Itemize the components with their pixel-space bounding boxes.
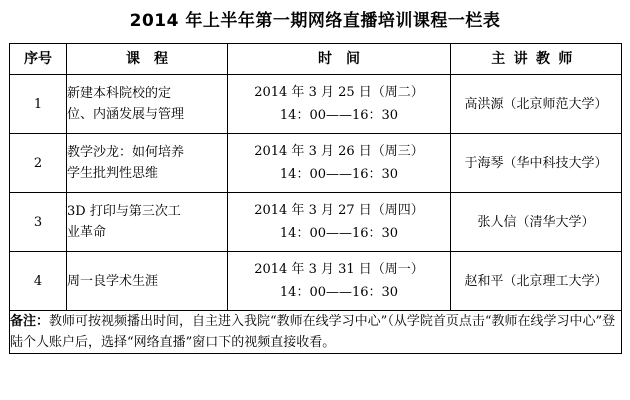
course-line: 学生批判性思维 bbox=[67, 166, 159, 181]
date-text: 2014 年 3 月 31 日（周一） bbox=[254, 262, 424, 277]
course-line: 3D 打印与第三次工 bbox=[67, 204, 181, 219]
course-line: 新建本科院校的定 bbox=[67, 86, 172, 101]
hours-text: 14：00——16：30 bbox=[279, 226, 399, 241]
table-header-row bbox=[10, 44, 622, 75]
row-number: 3 bbox=[10, 193, 67, 252]
course-cell bbox=[67, 75, 228, 134]
hours-text: 14：00——16：30 bbox=[279, 108, 399, 123]
note-colon: ： bbox=[36, 314, 50, 329]
course-line: 位、内涵发展与管理 bbox=[67, 107, 185, 122]
table-row bbox=[10, 193, 622, 252]
teacher-cell: 于海琴（华中科技大学） bbox=[451, 134, 622, 193]
page-title: 2014 年上半年第一期网络直播培训课程一栏表 bbox=[129, 11, 501, 31]
schedule-table bbox=[9, 43, 622, 354]
course-line: 周一良学术生涯 bbox=[67, 273, 159, 289]
header-course: 课 程 bbox=[67, 44, 228, 75]
course-cell bbox=[67, 252, 228, 311]
row-number: 4 bbox=[10, 252, 67, 311]
teacher-cell: 赵和平（北京理工大学） bbox=[451, 252, 622, 311]
table-row bbox=[10, 75, 622, 134]
note-row bbox=[10, 311, 622, 354]
header-time: 时 间 bbox=[228, 44, 451, 75]
date-text: 2014 年 3 月 27 日（周四） bbox=[254, 203, 424, 218]
row-number: 2 bbox=[10, 134, 67, 193]
teacher-cell: 张人信（清华大学） bbox=[451, 193, 622, 252]
date-text: 2014 年 3 月 26 日（周三） bbox=[254, 144, 424, 159]
note-cell bbox=[10, 311, 622, 354]
header-teacher: 主讲教师 bbox=[451, 44, 622, 75]
note-text: 教师可按视频播出时间，自主进入我院“教师在线学习中心”（从学院首页点击“教师在线学习中心”登陆个人账户后，选择“网络直播”窗口下的视频直接收看。 bbox=[10, 314, 616, 350]
date-text: 2014 年 3 月 25 日（周二） bbox=[254, 85, 424, 100]
hours-text: 14：00——16：30 bbox=[279, 167, 399, 182]
hours-text: 14：00——16：30 bbox=[279, 285, 399, 300]
table-row bbox=[10, 252, 622, 311]
time-cell bbox=[228, 252, 451, 311]
header-number: 序号 bbox=[10, 44, 67, 75]
course-cell bbox=[67, 134, 228, 193]
course-line: 教学沙龙：如何培养 bbox=[67, 145, 185, 160]
table-row bbox=[10, 134, 622, 193]
row-number: 1 bbox=[10, 75, 67, 134]
teacher-cell: 高洪源（北京师范大学） bbox=[451, 75, 622, 134]
time-cell bbox=[228, 134, 451, 193]
time-cell bbox=[228, 75, 451, 134]
time-cell bbox=[228, 193, 451, 252]
course-cell bbox=[67, 193, 228, 252]
note-label: 备注 bbox=[10, 314, 37, 329]
course-line: 业革命 bbox=[67, 225, 107, 240]
